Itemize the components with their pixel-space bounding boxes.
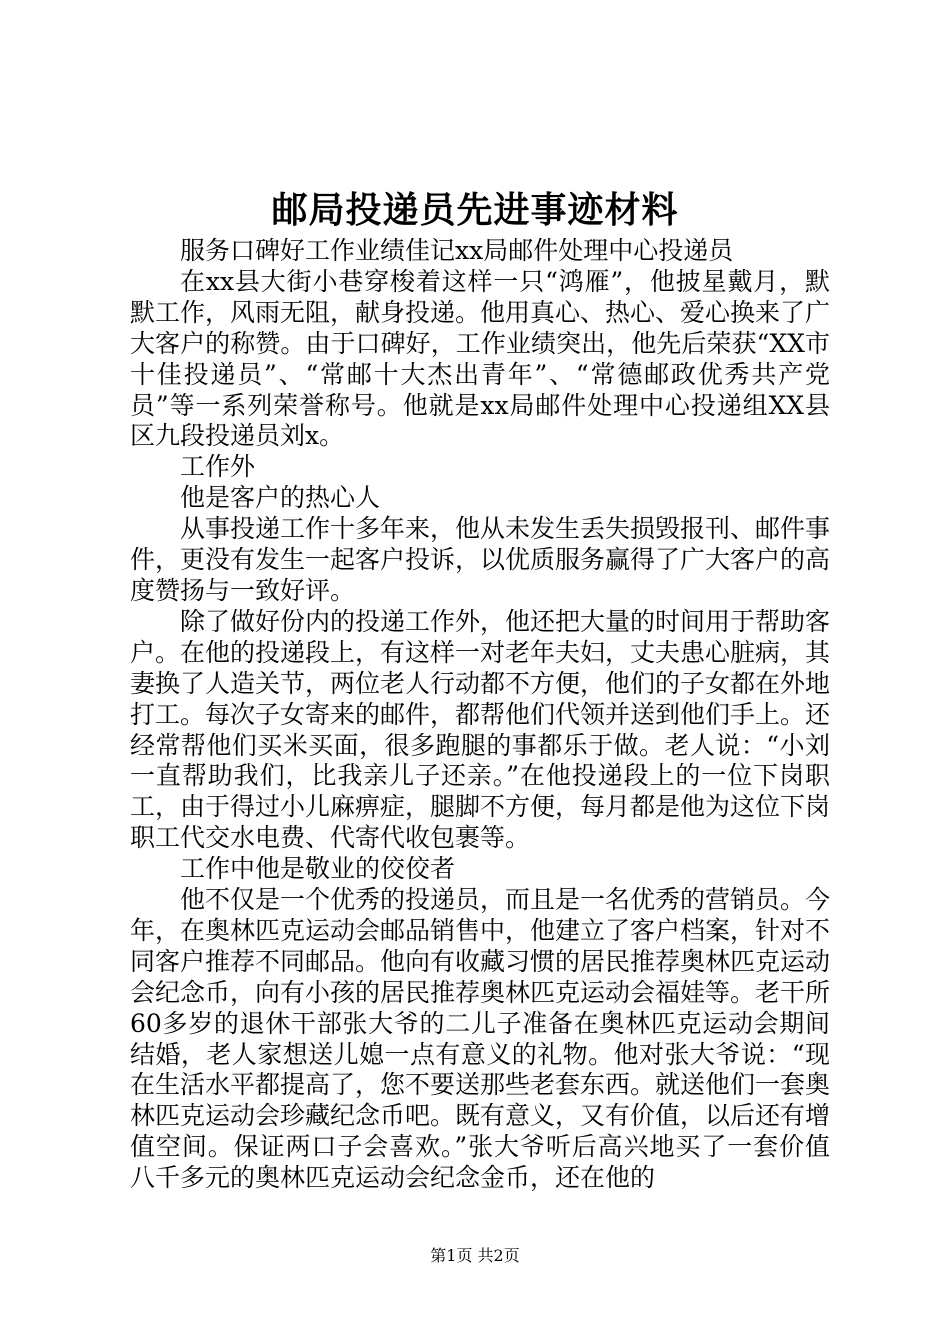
page-footer: 第1页 共2页 [430, 1246, 520, 1265]
paragraph: 从事投递工作十多年来，他从未发生丢失损毁报刊、邮件事件，更没有发生一起客户投诉，以优质服务赢得了广大客户的高度赞扬与一致好评。 [130, 514, 831, 605]
paragraph: 他不仅是一个优秀的投递员，而且是一名优秀的营销员。今年，在奥林匹克运动会邮品销售中，他建立了客户档案，针对不同客户推荐不同邮品。他向有收藏习惯的居民推荐奥林匹克运动会纪念币，向有小孩的居民推荐奥林匹克运动会福娃等。老干所60多岁的退休干部张大爷的二儿子准备在奥林匹克运动会期间结婚，老人家想送儿媳一点有意义的礼物。他对张大爷说：“现在生活水平都提高了，您不要送那些老套东西。就送他们一套奥林匹克运动会珍藏纪念币吧。既有意义，又有价值，以后还有增值空间。保证两口子会喜欢。”张大爷听后高兴地买了一套价值八千多元的奥林匹克运动会纪念金币，还在他的 [130, 885, 831, 1193]
paragraph: 工作外 [180, 452, 256, 482]
document-body [130, 236, 830, 1194]
paragraph: 在xx县大街小巷穿梭着这样一只“鸿雁”，他披星戴月，默默工作，风雨无阻，献身投递。他用真心、热心、爱心换来了广大客户的称赞。由于口碑好，工作业绩突出，他先后荣获“XX市十佳投递员”、“常邮十大杰出青年”、“常德邮政优秀共产党员”等一系列荣誉称号。他就是xx局邮件处理中心投递组XX县区九段投递员刘x。 [130, 266, 831, 451]
document-title: 邮局投递员先进事迹材料 [271, 189, 679, 231]
paragraph: 除了做好份内的投递工作外，他还把大量的时间用于帮助客户。在他的投递段上，有这样一对老年夫妇，丈夫患心脏病，其妻换了人造关节，两位老人行动都不方便，他们的子女都在外地打工。每次子女寄来的邮件，都帮他们代领并送到他们手上。还经常帮他们买米买面，很多跑腿的事都乐于做。老人说：“小刘一直帮助我们，比我亲儿子还亲。”在他投递段上的一位下岗职工，由于得过小儿麻痹症，腿脚不方便，每月都是他为这位下岗职工代交水电费、代寄代收包裹等。 [130, 606, 831, 853]
paragraph: 工作中他是敬业的佼佼者 [180, 854, 456, 884]
paragraph: 服务口碑好工作业绩佳记xx局邮件处理中心投递员 [180, 236, 734, 265]
paragraph: 他是客户的热心人 [180, 483, 381, 513]
